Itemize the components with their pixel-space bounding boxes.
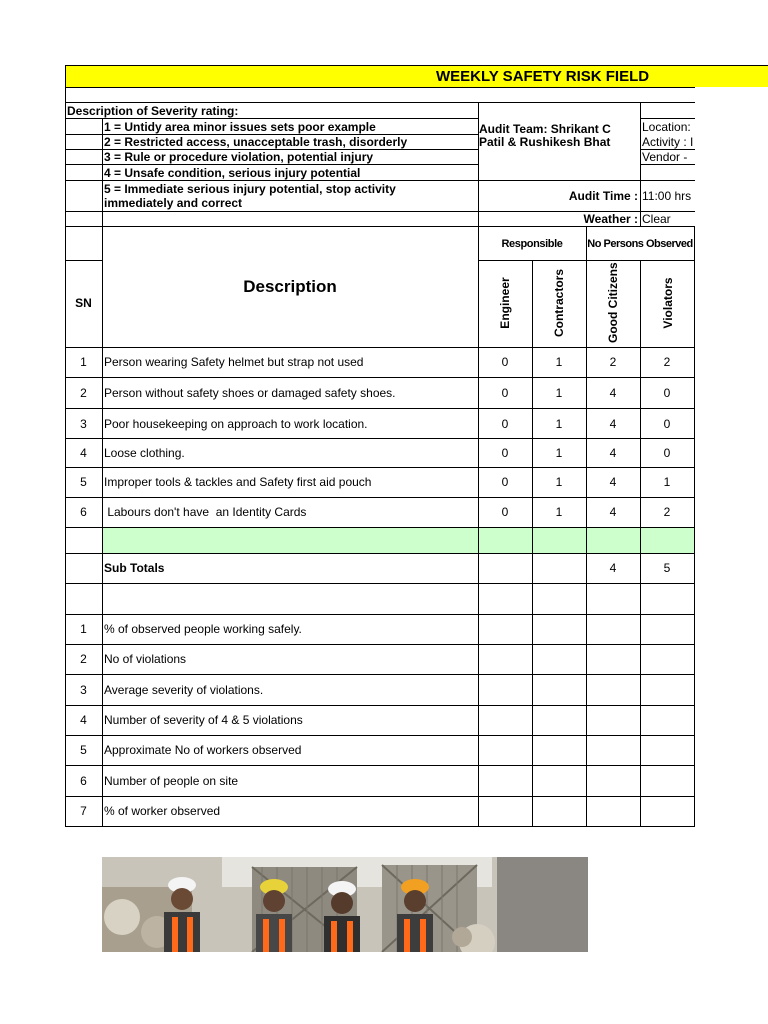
row-good: 4 (609, 446, 617, 460)
severity-item-4: 4 = Unsafe condition, serious injury potential (104, 166, 361, 180)
severity-item-3: 3 = Rule or procedure violation, potential injury (104, 150, 374, 164)
summary-desc: % of observed people working safely. (104, 622, 302, 636)
row-desc: Labours don't have an Identity Cards (104, 505, 307, 519)
row-contractors: 1 (555, 386, 563, 400)
group-observed: No Persons Observed (587, 238, 693, 250)
row-good: 4 (609, 475, 617, 489)
summary-sn: 2 (80, 652, 87, 666)
summary-sn: 1 (80, 622, 87, 636)
summary-sn: 5 (80, 743, 87, 757)
group-responsible: Responsible (501, 238, 563, 250)
row-engineer: 0 (501, 355, 509, 369)
row-violators: 0 (663, 386, 671, 400)
title-bar (65, 65, 768, 87)
row-sn: 1 (80, 355, 87, 369)
row-good: 4 (609, 386, 617, 400)
site-photo (102, 857, 588, 952)
row-violators: 0 (663, 446, 671, 460)
col-engineer: Engineer (498, 277, 512, 329)
row-desc: Person wearing Safety helmet but strap not used (104, 355, 364, 369)
weather-label: Weather : (583, 212, 638, 226)
summary-sn: 7 (80, 804, 87, 818)
row-sn: 5 (80, 475, 87, 489)
summary-desc: No of violations (104, 652, 187, 666)
row-good: 2 (609, 355, 617, 369)
sn-header: SN (75, 296, 92, 310)
severity-heading: Description of Severity rating: (67, 104, 239, 118)
audit-team-line1: Audit Team: Shrikant C (479, 122, 611, 136)
summary-sn: 6 (80, 774, 87, 788)
summary-desc: Number of people on site (104, 774, 239, 788)
audit-time-label: Audit Time : (568, 189, 638, 203)
row-desc: Person without safety shoes or damaged safety shoes. (104, 386, 396, 400)
subtotal-label: Sub Totals (104, 561, 165, 575)
audit-time-value: 11:00 hrs (642, 189, 692, 203)
row-contractors: 1 (555, 505, 563, 519)
col-contractors: Contractors (552, 269, 566, 338)
row-violators: 0 (663, 417, 671, 431)
row-sn: 6 (80, 505, 87, 519)
summary-desc: % of worker observed (104, 804, 221, 818)
row-violators: 2 (663, 355, 671, 369)
description-header: Description (243, 277, 337, 296)
row-engineer: 0 (501, 475, 509, 489)
summary-desc: Average severity of violations. (104, 683, 264, 697)
highlight-row (102, 528, 694, 553)
row-desc: Loose clothing. (104, 446, 185, 460)
location-label: Location: (642, 120, 691, 134)
row-sn: 2 (80, 386, 87, 400)
row-engineer: 0 (501, 505, 509, 519)
subtotal-good: 4 (609, 561, 617, 575)
row-contractors: 1 (555, 417, 563, 431)
severity-item-2: 2 = Restricted access, unacceptable trash, disorderly (104, 135, 408, 149)
audit-team-line2: Patil & Rushikesh Bhat (479, 135, 611, 149)
row-sn: 3 (80, 417, 87, 431)
summary-desc: Number of severity of 4 & 5 violations (104, 713, 303, 727)
row-contractors: 1 (555, 475, 563, 489)
row-engineer: 0 (501, 446, 509, 460)
page-title: WEEKLY SAFETY RISK FIELD (436, 68, 650, 85)
row-engineer: 0 (501, 386, 509, 400)
row-sn: 4 (80, 446, 87, 460)
row-contractors: 1 (555, 355, 563, 369)
row-desc: Poor housekeeping on approach to work location. (104, 417, 368, 431)
weather-value: Clear (642, 212, 671, 226)
col-good-citizens: Good Citizens (606, 262, 620, 343)
severity-item-5-cont: immediately and correct (104, 196, 243, 210)
severity-item-5: 5 = Immediate serious injury potential, stop activity (104, 182, 396, 196)
row-violators: 2 (663, 505, 671, 519)
row-engineer: 0 (501, 417, 509, 431)
row-good: 4 (609, 505, 617, 519)
row-violators: 1 (663, 475, 671, 489)
summary-sn: 3 (80, 683, 87, 697)
row-contractors: 1 (555, 446, 563, 460)
row-desc: Improper tools & tackles and Safety first aid pouch (104, 475, 372, 489)
subtotal-violators: 5 (663, 561, 671, 575)
col-violators: Violators (661, 277, 675, 329)
activity-label: Activity : I (642, 135, 694, 149)
severity-item-1: 1 = Untidy area minor issues sets poor example (104, 120, 376, 134)
vendor-label: Vendor - (642, 150, 688, 164)
summary-desc: Approximate No of workers observed (104, 743, 302, 757)
summary-sn: 4 (80, 713, 87, 727)
row-good: 4 (609, 417, 617, 431)
